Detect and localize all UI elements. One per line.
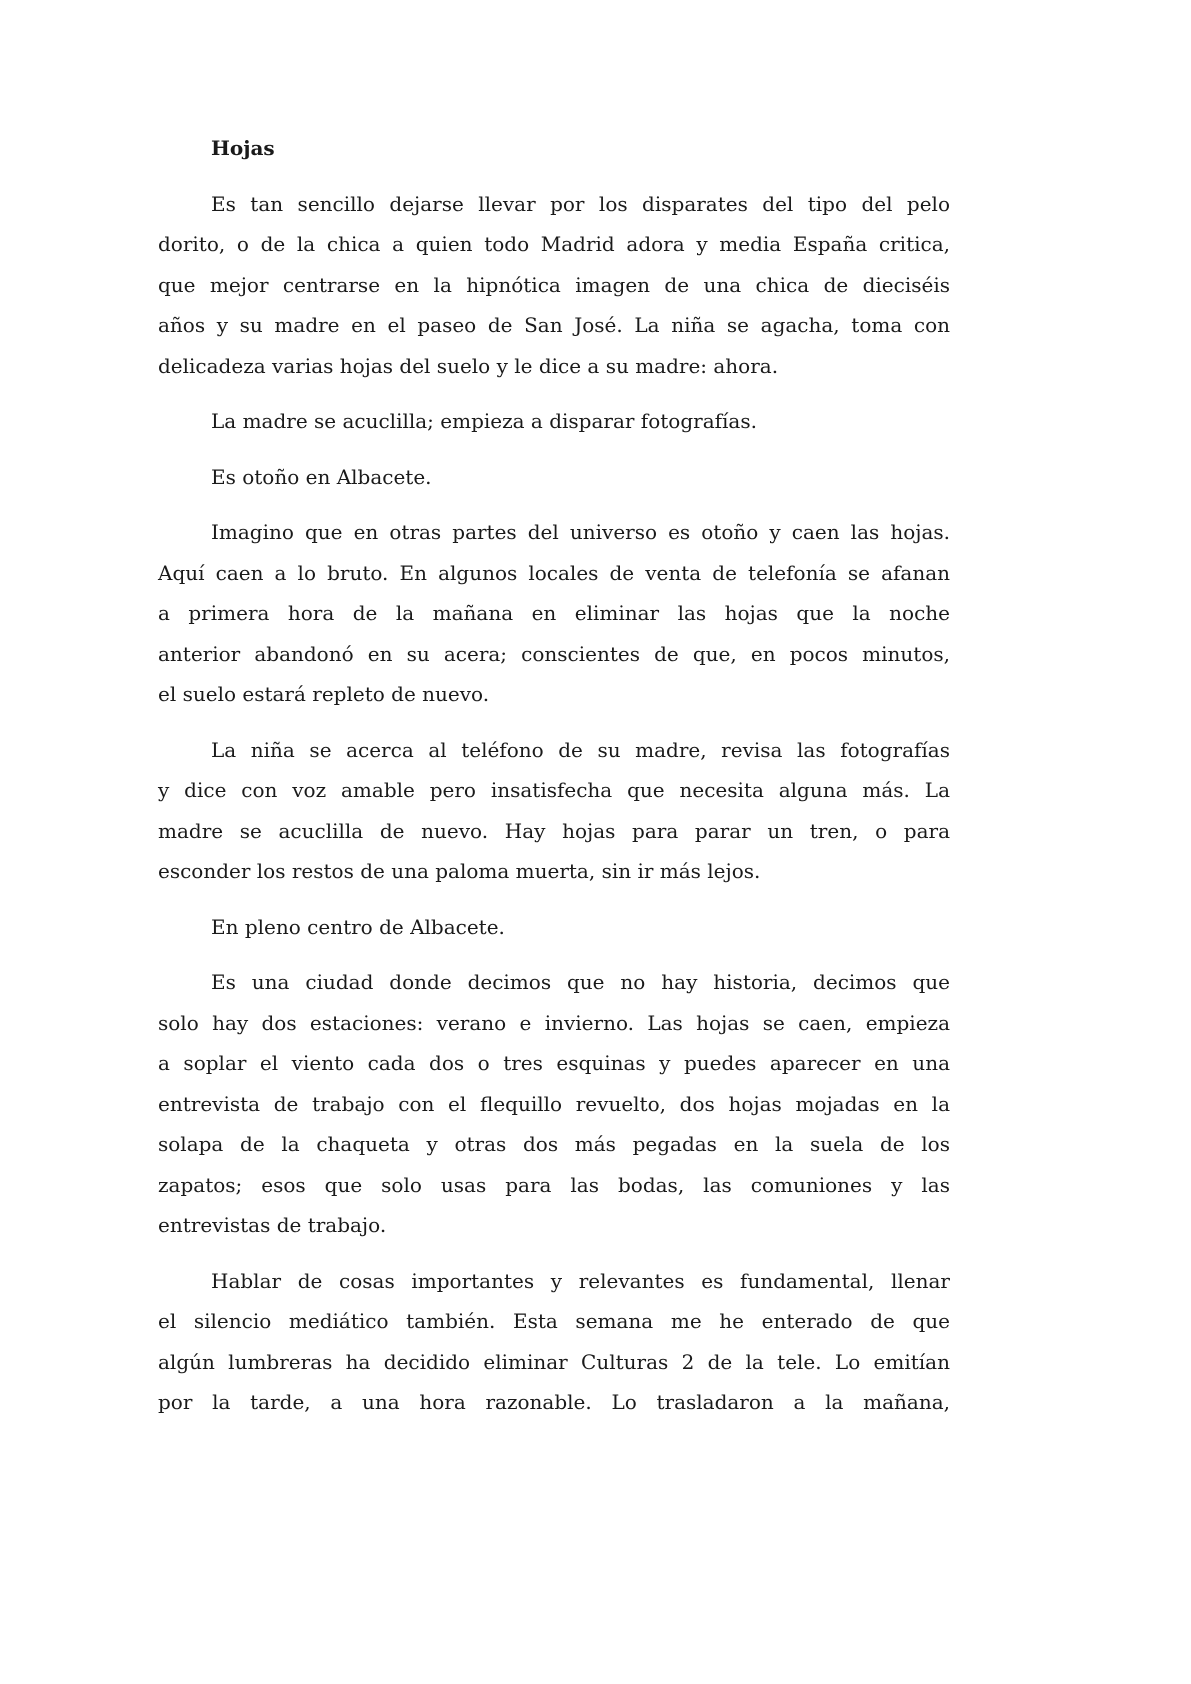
document-body xyxy=(158,184,950,1423)
text-line: Es otoño en Albacete. xyxy=(211,464,432,489)
text-line: a primera hora de la mañana en eliminar las hojas que la noche xyxy=(158,601,950,625)
paragraph xyxy=(158,962,950,1246)
text-line: Imagino que en otras partes del universo es otoño y caen las hojas. xyxy=(211,520,950,544)
text-line: madre se acuclilla de nuevo. Hay hojas para parar un tren, o para xyxy=(158,818,950,843)
paragraph xyxy=(158,730,950,892)
text-line: por la tarde, a una hora razonable. Lo trasladaron a la mañana, xyxy=(158,1390,950,1414)
text-line: Es una ciudad donde decimos que no hay historia, decimos que xyxy=(211,970,950,994)
text-line: Aquí caen a lo bruto. En algunos locales de venta de telefonía se afanan xyxy=(158,560,950,585)
text-line: algún lumbreras ha decidido eliminar Culturas 2 de la tele. Lo emitían xyxy=(158,1349,950,1374)
paragraph xyxy=(158,1261,950,1423)
text-line: solo hay dos estaciones: verano e invierno. Las hojas se caen, empieza xyxy=(158,1010,950,1035)
text-line: En pleno centro de Albacete. xyxy=(211,914,505,939)
text-line: esconder los restos de una paloma muerta, sin ir más lejos. xyxy=(158,859,761,883)
paragraph xyxy=(158,907,950,948)
text-line: entrevista de trabajo con el flequillo revuelto, dos hojas mojadas en la xyxy=(158,1091,950,1116)
text-line: Hablar de cosas importantes y relevantes es fundamental, llenar xyxy=(211,1268,950,1293)
text-line: solapa de la chaqueta y otras dos más pegadas en la suela de los xyxy=(158,1132,950,1156)
text-line: que mejor centrarse en la hipnótica imagen de una chica de dieciséis xyxy=(158,272,950,297)
paragraph xyxy=(158,512,950,715)
text-line: zapatos; esos que solo usas para las bodas, las comuniones y las xyxy=(158,1172,950,1197)
text-line: anterior abandonó en su acera; conscientes de que, en pocos minutos, xyxy=(158,641,950,666)
text-line: Es tan sencillo dejarse llevar por los disparates del tipo del pelo xyxy=(211,191,950,216)
text-line: el suelo estará repleto de nuevo. xyxy=(158,682,490,706)
text-line: a soplar el viento cada dos o tres esquinas y puedes aparecer en una xyxy=(158,1051,950,1075)
text-line: delicadeza varias hojas del suelo y le dice a su madre: ahora. xyxy=(158,353,779,378)
document-title: Hojas xyxy=(211,136,275,160)
text-line: La madre se acuclilla; empieza a disparar fotografías. xyxy=(211,409,757,433)
text-line: el silencio mediático también. Esta semana me he enterado de que xyxy=(158,1309,950,1333)
paragraph xyxy=(158,457,950,498)
text-line: entrevistas de trabajo. xyxy=(158,1213,387,1237)
paragraph xyxy=(158,184,950,387)
text-line: La niña se acerca al teléfono de su madre, revisa las fotografías xyxy=(211,737,950,762)
text-line: y dice con voz amable pero insatisfecha que necesita alguna más. La xyxy=(158,778,950,802)
text-line: dorito, o de la chica a quien todo Madrid adora y media España critica, xyxy=(158,232,950,256)
text-line: años y su madre en el paseo de San José. La niña se agacha, toma con xyxy=(158,313,950,337)
document-page xyxy=(158,128,950,1423)
paragraph xyxy=(158,401,950,442)
